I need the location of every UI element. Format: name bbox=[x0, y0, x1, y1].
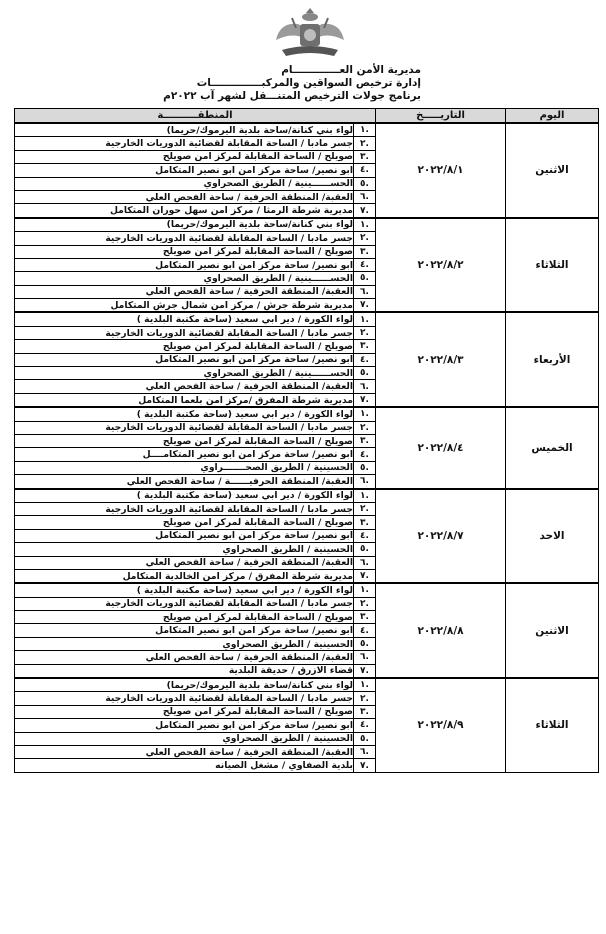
table-row bbox=[15, 123, 599, 137]
row-number: .٥ bbox=[354, 543, 376, 556]
day-group bbox=[15, 218, 599, 313]
area-cell: صويلح / الساحة المقابلة لمركز امن صويلح bbox=[15, 705, 354, 718]
area-cell: الحسينية / الطريق الصحراوي bbox=[15, 637, 354, 650]
row-number: .٦ bbox=[354, 190, 376, 203]
row-number: .٧ bbox=[354, 569, 376, 583]
table-row bbox=[15, 678, 599, 692]
area-cell: جسر مادبا / الساحة المقابلة لقضائية الدوريات الخارجية bbox=[15, 692, 354, 705]
date-cell: ٢٠٢٢/٨/٩ bbox=[376, 678, 506, 772]
area-cell: صويلح / الساحة المقابلة لمركز امن صويلح bbox=[15, 611, 354, 624]
row-number: .١ bbox=[354, 583, 376, 597]
row-number: .٢ bbox=[354, 692, 376, 705]
area-cell: ابو نصير/ ساحة مركز امن ابو نصير المتكامــــل bbox=[15, 448, 354, 461]
row-number: .٧ bbox=[354, 204, 376, 218]
area-cell: ابو نصير/ ساحة مركز امن ابو نصير المتكامل bbox=[15, 529, 354, 542]
row-number: .٢ bbox=[354, 232, 376, 245]
row-number: .٢ bbox=[354, 326, 376, 339]
day-cell: الأربعاء bbox=[506, 312, 599, 407]
header-line-1: مديرية الأمن العـــــــــــــام bbox=[281, 64, 421, 76]
area-cell: الحســــــينية / الطريق الصحراوي bbox=[15, 367, 354, 380]
row-number: .٧ bbox=[354, 393, 376, 407]
row-number: .٣ bbox=[354, 434, 376, 447]
table-header-row bbox=[15, 109, 599, 124]
area-cell: لواء بني كنانة/ساحة بلدية اليرموك/حريما) bbox=[15, 218, 354, 232]
row-number: .١ bbox=[354, 312, 376, 326]
day-group bbox=[15, 312, 599, 407]
area-cell: لواء الكورة / دير ابي سعيد (ساحة مكتبة البلدية ) bbox=[15, 489, 354, 503]
date-cell: ٢٠٢٢/٨/٣ bbox=[376, 312, 506, 407]
row-number: .١ bbox=[354, 218, 376, 232]
area-cell: ابو نصير/ ساحة مركز امن ابو نصير المتكامل bbox=[15, 353, 354, 366]
area-cell: جسر مادبا / الساحة المقابلة لقضائية الدوريات الخارجية bbox=[15, 137, 354, 150]
header-date: التاريـــــخ bbox=[376, 109, 506, 124]
area-cell: العقبة/ المنطقة الحرفية / ساحة الفحص العلي bbox=[15, 745, 354, 758]
area-cell: ابو نصير/ ساحة مركز امن ابو نصير المتكامل bbox=[15, 624, 354, 637]
row-number: .٥ bbox=[354, 367, 376, 380]
area-cell: ابو نصير/ ساحة مركز امن ابو نصير المتكامل bbox=[15, 258, 354, 271]
header-area: المنطقــــــــــة bbox=[15, 109, 376, 124]
header-line-3: برنامج جولات الترخيص المتنـــقل لشهر آب ٢٠٢٢م bbox=[163, 90, 421, 102]
area-cell: مديرية شرطة جرش / مركز امن شمال جرش المتكامل bbox=[15, 299, 354, 313]
schedule-table bbox=[14, 108, 599, 773]
row-number: .٤ bbox=[354, 258, 376, 271]
area-cell: لواء بني كنانة/ساحة بلدية اليرموك/حريما) bbox=[15, 123, 354, 137]
row-number: .٥ bbox=[354, 177, 376, 190]
row-number: .٤ bbox=[354, 624, 376, 637]
area-cell: صويلح / الساحة المقابلة لمركز امن صويلح bbox=[15, 340, 354, 353]
area-cell: ابو نصير/ ساحة مركز امن ابو نصير المتكامل bbox=[15, 164, 354, 177]
area-cell: العقبة/ المنطقة الحرفية / ساحة الفحص العلي bbox=[15, 651, 354, 664]
row-number: .٥ bbox=[354, 732, 376, 745]
row-number: .٣ bbox=[354, 516, 376, 529]
area-cell: العقبة/ المنطقة الحرفية / ساحة الفحص العلي bbox=[15, 380, 354, 393]
date-cell: ٢٠٢٢/٨/١ bbox=[376, 123, 506, 218]
day-cell: الخميس bbox=[506, 407, 599, 488]
row-number: .١ bbox=[354, 407, 376, 421]
area-cell: جسر مادبا / الساحة المقابلة لقضائية الدوريات الخارجية bbox=[15, 326, 354, 339]
area-cell: لواء الكورة / دير ابي سعيد (ساحة مكتبة البلدية ) bbox=[15, 312, 354, 326]
area-cell: صويلح / الساحة المقابلة لمركز امن صويلح bbox=[15, 245, 354, 258]
area-cell: لواء الكورة / دير ابي سعيد (ساحة مكتبة البلدية ) bbox=[15, 407, 354, 421]
row-number: .٤ bbox=[354, 164, 376, 177]
area-cell: صويلح / الساحة المقابلة لمركز امن صويلح bbox=[15, 150, 354, 163]
area-cell: الحســــــينية / الطريق الصحراوي bbox=[15, 177, 354, 190]
area-cell: العقبة/ المنطقة الحرفيــــــة / ساحة الفحص العلي bbox=[15, 475, 354, 489]
area-cell: مديرية شرطة المفرق / مركز امن الخالدية المتكامل bbox=[15, 569, 354, 583]
day-cell: الثلاثاء bbox=[506, 218, 599, 313]
row-number: .٣ bbox=[354, 705, 376, 718]
row-number: .٣ bbox=[354, 611, 376, 624]
date-cell: ٢٠٢٢/٨/٧ bbox=[376, 489, 506, 584]
day-cell: الثلاثاء bbox=[506, 678, 599, 772]
row-number: .٥ bbox=[354, 637, 376, 650]
row-number: .١ bbox=[354, 489, 376, 503]
area-cell: لواء بني كنانة/ساحة بلدية اليرموك/حريما) bbox=[15, 678, 354, 692]
area-cell: الحســــــينية / الطريق الصحراوي bbox=[15, 272, 354, 285]
day-group bbox=[15, 489, 599, 584]
area-cell: الحسينية / الطريق الصحراوي bbox=[15, 543, 354, 556]
row-number: .٤ bbox=[354, 719, 376, 732]
row-number: .٦ bbox=[354, 556, 376, 569]
table-row bbox=[15, 312, 599, 326]
area-cell: جسر مادبا / الساحة المقابلة لقضائية الدوريات الخارجية bbox=[15, 232, 354, 245]
row-number: .٤ bbox=[354, 353, 376, 366]
row-number: .٣ bbox=[354, 150, 376, 163]
row-number: .٧ bbox=[354, 299, 376, 313]
date-cell: ٢٠٢٢/٨/٢ bbox=[376, 218, 506, 313]
date-cell: ٢٠٢٢/٨/٨ bbox=[376, 583, 506, 678]
area-cell: جسر مادبا / الساحة المقابلة لقضائية الدوريات الخارجية bbox=[15, 502, 354, 515]
date-cell: ٢٠٢٢/٨/٤ bbox=[376, 407, 506, 488]
table-row bbox=[15, 489, 599, 503]
area-cell: جسر مادبا / الساحة المقابلة لقضائية الدوريات الخارجية bbox=[15, 597, 354, 610]
area-cell: جسر مادبا / الساحة المقابلة لقضائية الدوريات الخارجية bbox=[15, 421, 354, 434]
area-cell: الحسينية / الطريق الصحراوي bbox=[15, 732, 354, 745]
row-number: .٢ bbox=[354, 137, 376, 150]
table-row bbox=[15, 407, 599, 421]
coat-of-arms-emblem bbox=[268, 6, 352, 62]
table-row bbox=[15, 218, 599, 232]
day-group bbox=[15, 583, 599, 678]
header-line-2: إدارة ترخيص السواقين والمركبــــــــــــــات bbox=[196, 77, 421, 89]
row-number: .١ bbox=[354, 678, 376, 692]
row-number: .١ bbox=[354, 123, 376, 137]
row-number: .٧ bbox=[354, 759, 376, 772]
area-cell: مديرية شرطة المفرق /مركز امن بلعما المتكامل bbox=[15, 393, 354, 407]
area-cell: مديرية شرطة الرمثا / مركز امن سهل حوران المتكامل bbox=[15, 204, 354, 218]
area-cell: العقبة/ المنطقة الحرفية / ساحة الفحص العلي bbox=[15, 285, 354, 298]
row-number: .٤ bbox=[354, 448, 376, 461]
row-number: .٦ bbox=[354, 475, 376, 489]
area-cell: لواء الكورة / دير ابي سعيد (ساحة مكتبة البلدية ) bbox=[15, 583, 354, 597]
day-cell: الاحد bbox=[506, 489, 599, 584]
area-cell: العقبة/ المنطقة الحرفية / ساحة الفحص العلي bbox=[15, 190, 354, 203]
header-day: اليوم bbox=[506, 109, 599, 124]
table-row bbox=[15, 583, 599, 597]
row-number: .٧ bbox=[354, 664, 376, 678]
area-cell: العقبة/ المنطقة الحرفية / ساحة الفحص العلي bbox=[15, 556, 354, 569]
area-cell: صويلح / الساحة المقابلة لمركز امن صويلح bbox=[15, 434, 354, 447]
row-number: .٤ bbox=[354, 529, 376, 542]
row-number: .٦ bbox=[354, 285, 376, 298]
area-cell: بلدية الصفاوي / مشغل الصيانه bbox=[15, 759, 354, 772]
row-number: .٦ bbox=[354, 380, 376, 393]
row-number: .٦ bbox=[354, 745, 376, 758]
day-group bbox=[15, 407, 599, 488]
row-number: .٣ bbox=[354, 245, 376, 258]
row-number: .٢ bbox=[354, 597, 376, 610]
row-number: .٦ bbox=[354, 651, 376, 664]
area-cell: الحسينية / الطريق الصحـــــــراوي bbox=[15, 461, 354, 474]
row-number: .٥ bbox=[354, 272, 376, 285]
row-number: .٣ bbox=[354, 340, 376, 353]
area-cell: صويلح / الساحة المقابلة لمركز امن صويلح bbox=[15, 516, 354, 529]
area-cell: قضاء الازرق / حديقة البلدية bbox=[15, 664, 354, 678]
day-cell: الاثنين bbox=[506, 583, 599, 678]
day-cell: الاثنين bbox=[506, 123, 599, 218]
row-number: .٢ bbox=[354, 502, 376, 515]
row-number: .٢ bbox=[354, 421, 376, 434]
day-group bbox=[15, 123, 599, 218]
day-group bbox=[15, 678, 599, 772]
area-cell: ابو نصير/ ساحة مركز امن ابو نصير المتكامل bbox=[15, 719, 354, 732]
row-number: .٥ bbox=[354, 461, 376, 474]
